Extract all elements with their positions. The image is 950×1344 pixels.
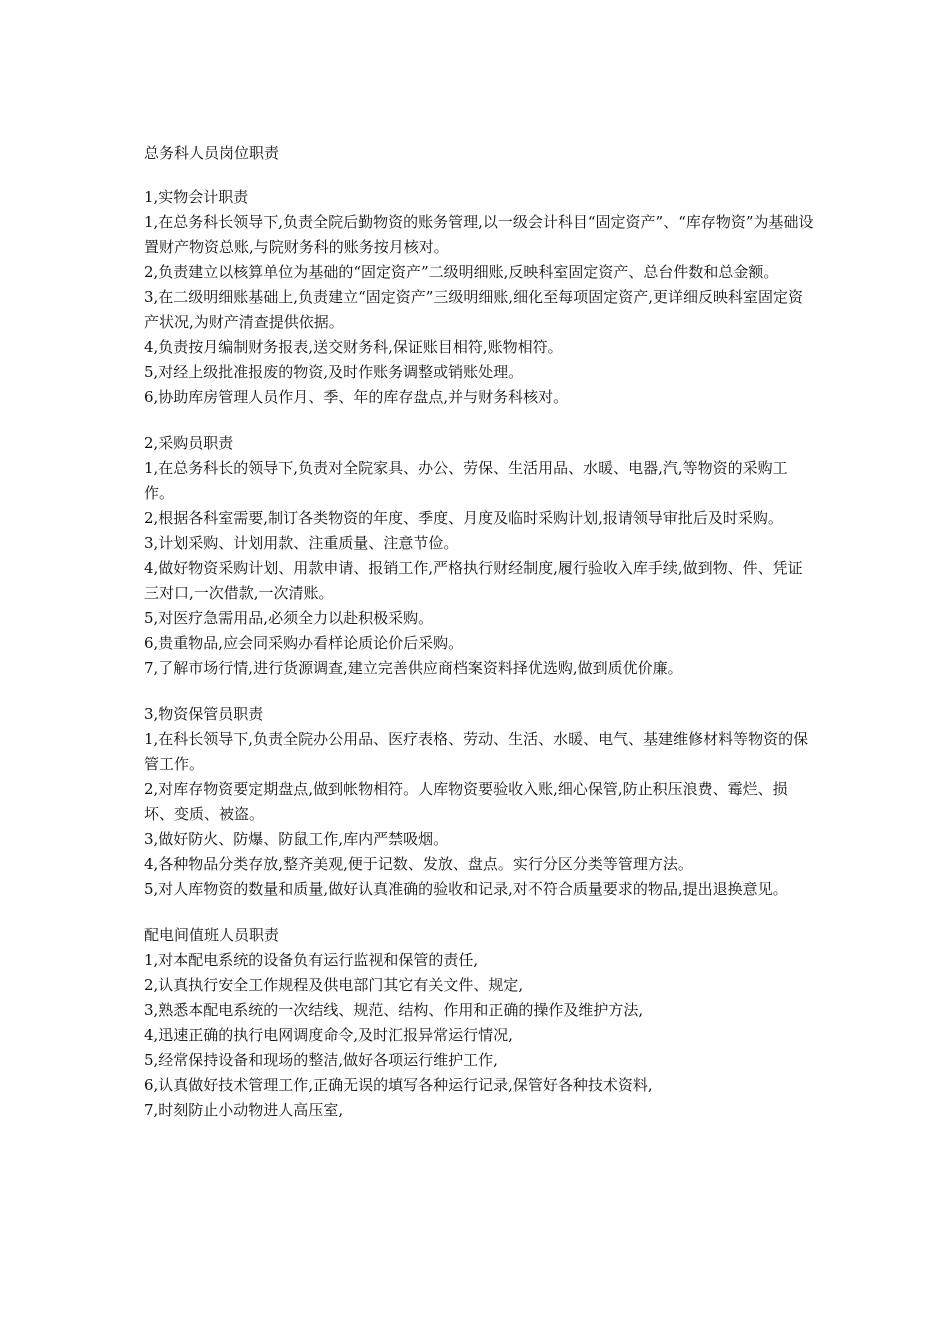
duty-item: 4,各种物品分类存放,整齐美观,便于记数、发放、盘点。实行分区分类等管理方法。 [144, 855, 693, 873]
duty-item: 5,对经上级批准报废的物资,及时作账务调整或销账处理。 [144, 363, 524, 381]
duty-list [144, 727, 814, 902]
section-heading: 3,物资保管员职责 [144, 705, 264, 723]
duty-item: 7,了解市场行情,进行货源调查,建立完善供应商档案资料择优选购,做到质优价廉。 [144, 659, 683, 677]
document-body [144, 141, 814, 1144]
section-heading: 配电间值班人员职责 [144, 926, 280, 944]
section-power-room [144, 923, 814, 1123]
duty-item: 5,对医疗急需用品,必须全力以赴积极采购。 [144, 609, 434, 627]
section-heading: 2,采购员职责 [144, 434, 234, 452]
section-purchaser [144, 431, 814, 681]
duty-list [144, 948, 814, 1123]
duty-item: 1,在总务科长领导下,负责全院后勤物资的账务管理,以一级会计科目“固定资产”、“库存物资”为基础设置财产物资总账,与院财务科的账务按月核对。 [144, 213, 814, 256]
duty-item: 6,贵重物品,应会同采购办看样论质论价后采购。 [144, 634, 464, 652]
section-storekeeper [144, 702, 814, 902]
duty-item: 3,计划采购、计划用款、注重质量、注意节俭。 [144, 534, 459, 552]
duty-item: 2,认真执行安全工作规程及供电部门其它有关文件、规定, [144, 976, 524, 994]
duty-item: 1,在科长领导下,负责全院办公用品、医疗表格、劳动、生活、水暖、电气、基建维修材料等物资的保管工作。 [144, 730, 809, 773]
duty-item: 1,在总务科长的领导下,负责对全院家具、办公、劳保、生活用品、水暖、电器,汽,等物资的采购工作。 [144, 459, 788, 502]
duty-item: 3,做好防火、防爆、防鼠工作,库内严禁吸烟。 [144, 830, 449, 848]
duty-item: 2,负责建立以核算单位为基础的“固定资产”二级明细账,反映科室固定资产、总台件数和总金额。 [144, 263, 779, 281]
duty-item: 3,熟悉本配电系统的一次结线、规范、结构、作用和正确的操作及维护方法, [144, 1001, 644, 1019]
duty-item: 4,迅速正确的执行电网调度命令,及时汇报异常运行情况, [144, 1026, 513, 1044]
duty-item: 4,做好物资采购计划、用款申请、报销工作,严格执行财经制度,履行验收入库手续,做到物、件、凭证三对口,一次借款,一次清账。 [144, 559, 803, 602]
duty-item: 5,经常保持设备和现场的整洁,做好各项运行维护工作, [144, 1051, 498, 1069]
duty-item: 2,对库存物资要定期盘点,做到帐物相符。人库物资要验收入账,细心保管,防止积压浪费、霉烂、损坏、变质、被盗。 [144, 780, 788, 823]
duty-item: 2,根据各科室需要,制订各类物资的年度、季度、月度及临时采购计划,报请领导审批后及时采购。 [144, 509, 783, 527]
document-title: 总务科人员岗位职责 [144, 144, 280, 162]
duty-item: 1,对本配电系统的设备负有运行监视和保管的责任, [144, 951, 479, 969]
duty-list [144, 210, 814, 410]
section-accountant [144, 185, 814, 410]
duty-item: 4,负责按月编制财务报表,送交财务科,保证账目相符,账物相符。 [144, 338, 563, 356]
duty-item: 7,时刻防止小动物进人高压室, [144, 1101, 344, 1119]
duty-list [144, 456, 814, 681]
duty-item: 6,协助库房管理人员作月、季、年的库存盘点,并与财务科核对。 [144, 388, 569, 406]
duty-item: 6,认真做好技术管理工作,正确无误的填写各种运行记录,保管好各种技术资料, [144, 1076, 653, 1094]
duty-item: 3,在二级明细账基础上,负责建立“固定资产”三级明细账,细化至每项固定资产,更详细反映科室固定资产状况,为财产清查提供依据。 [144, 288, 803, 331]
duty-item: 5,对人库物资的数量和质量,做好认真准确的验收和记录,对不符合质量要求的物品,提出退换意见。 [144, 880, 788, 898]
section-heading: 1,实物会计职责 [144, 188, 249, 206]
